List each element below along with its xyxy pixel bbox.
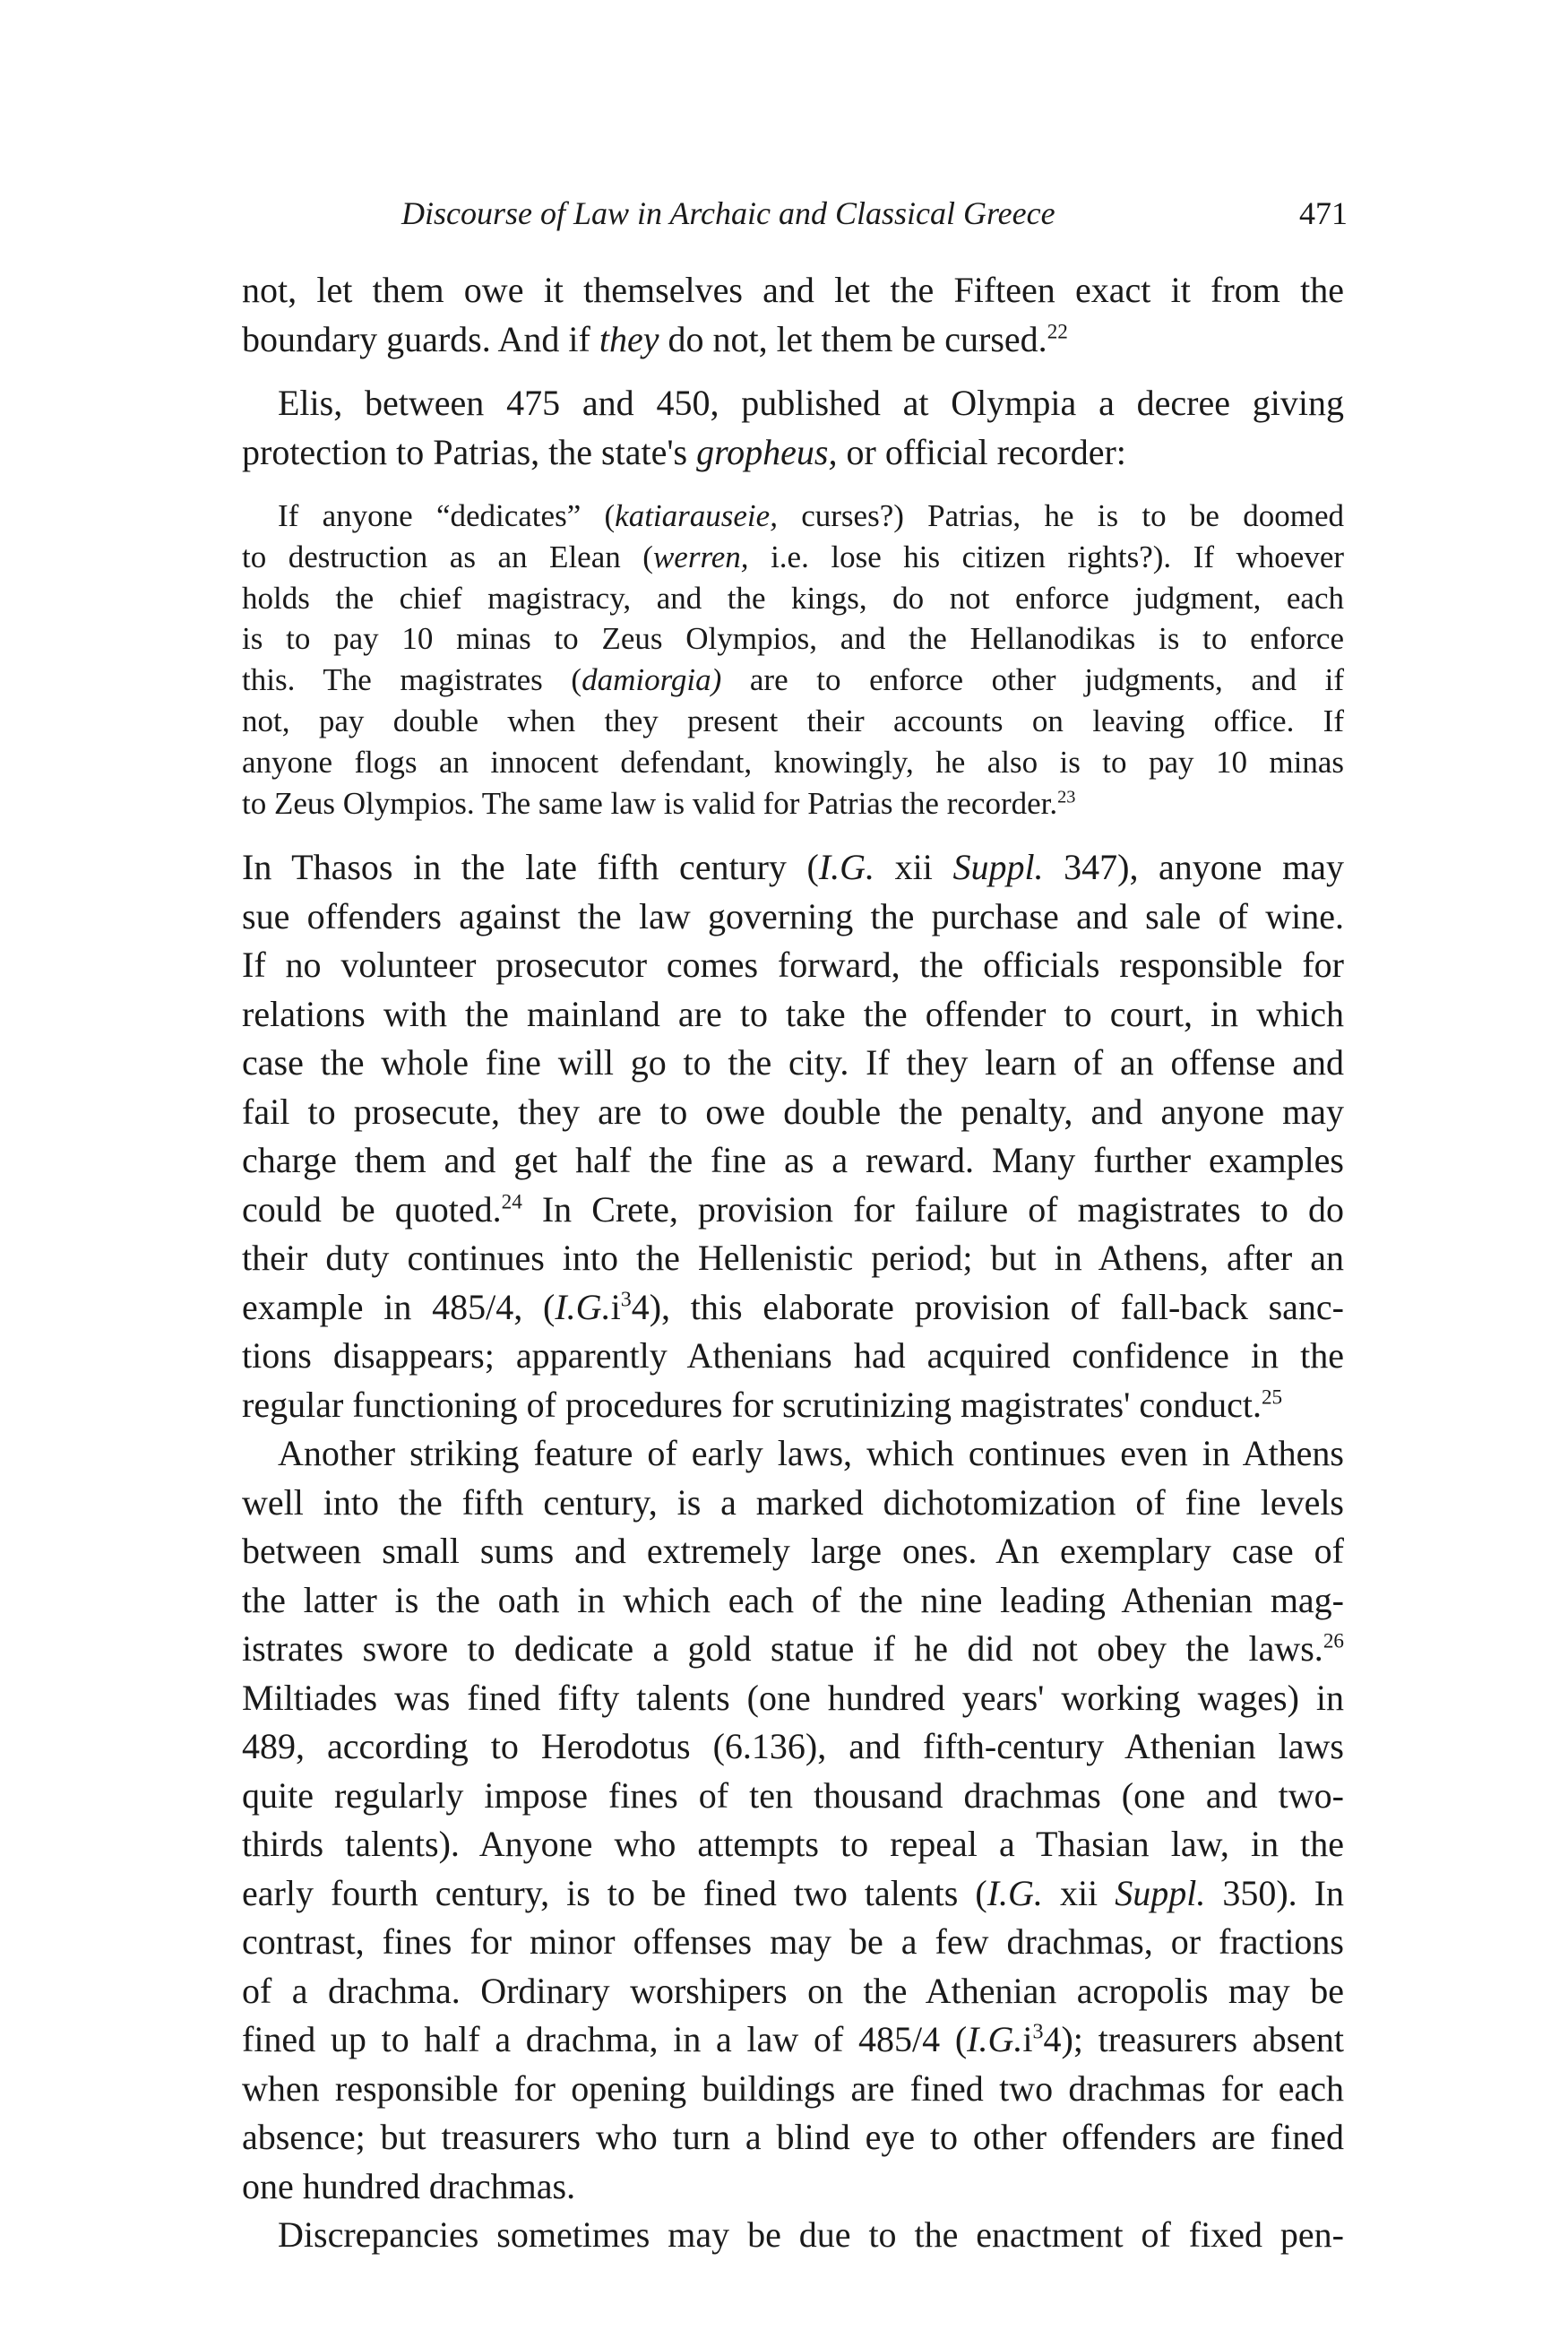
text-line: of a drachma. Ordinary worshipers on the Athenian acropolis may be [242,1970,1344,2011]
text-line: well into the fifth century, is a marked dichotomization of fine levels [242,1481,1344,1523]
footnote-ref-26: 26 [1322,1629,1344,1653]
footnote-ref-22: 22 [1047,320,1068,344]
text-line: charge them and get half the fine as a reward. Many further examples [242,1140,1344,1180]
footnote-ref-23: 23 [1057,786,1076,807]
text-line: this. The magistrates (damiorgia) are to enforce other judgments, and if [242,662,1344,698]
text-line: contrast, fines for minor offenses may be a few drachmas, or fractions [242,1921,1344,1962]
text-line: boundary guards. And if they do not, let them be cursed.$^{22}$ [242,318,1068,359]
running-title: Discourse of Law in Archaic and Classical Greece [401,195,1055,231]
text-line: Discrepancies sometimes may be due to the enactment of fixed pen- [278,2214,1344,2255]
block-quote [242,496,1344,824]
paragraph-continuation [242,266,1344,364]
text-line: 489, according to Herodotus (6.136), and fifth-century Athenian laws [242,1726,1344,1766]
text-line: early fourth century, is to be fined two talents (I.G. xii Suppl. 350). In [242,1872,1345,1913]
text-line: could be quoted.$^{24}$ In Crete, provision for failure of magistrates to do [242,1188,1344,1230]
text-line: thirds talents). Anyone who attempts to repeal a Thasian law, in the [242,1824,1344,1864]
text-line: is to pay 10 minas to Zeus Olympios, and the Hellanodikas is to enforce [242,621,1344,657]
text-line: not, let them owe it themselves and let the Fifteen exact it from the [242,270,1344,310]
text-line: example in 485/4, $(I.G.i^34)$, this elaborate provision of fall-back sanc- [242,1286,1344,1327]
text-line: Miltiades was fined fifty talents (one hundred years' working wages) in [242,1677,1344,1718]
text-line: sue offenders against the law governing the purchase and sale of wine. [242,895,1344,936]
text-line: one hundred drachmas. [242,2165,576,2206]
text-line: to Zeus Olympios. The same law is valid for Patrias the recorder.$^{23}$ [242,785,1076,821]
text-line: fail to prosecute, they are to owe double the penalty, and anyone may [242,1091,1344,1132]
footnote-ref-25: 25 [1261,1385,1283,1410]
text-line: when responsible for opening buildings are fined two drachmas for each [242,2067,1344,2109]
text-line: istrates swore to dedicate a gold statue if he did not obey the laws.$^{26}$ [242,1628,1344,1669]
text-line: quite regularly impose fines of ten thousand drachmas (one and two- [242,1774,1344,1816]
text-line: anyone flogs an innocent defendant, knowingly, he also is to pay 10 minas [242,744,1344,780]
text-line: In Thasos in the late fifth century (I.G. xii Suppl. 347), anyone may [242,847,1344,887]
text-line: their duty continues into the Hellenistic period; but in Athens, after an [242,1238,1344,1278]
text-line: protection to Patrias, the state's gropheus, or official recorder: [242,431,1126,472]
text-line: Another striking feature of early laws, which continues even in Athens [278,1433,1344,1473]
text-line: between small sums and extremely large ones. An exemplary case of [242,1531,1344,1571]
text-line: relations with the mainland are to take the offender to court, in which [242,993,1344,1034]
footnote-ref-24: 24 [501,1190,522,1214]
text-line: case the whole fine will go to the city. If they learn of an offense and [242,1042,1344,1083]
paragraph-fine-levels [242,1429,1344,2211]
text-line: tions disappears; apparently Athenians had acquired confidence in the [242,1335,1344,1376]
text-line: If anyone “dedicates” (katiarauseie, curses?) Patrias, he is to be doomed [278,498,1345,533]
text-line: the latter is the oath in which each of the nine leading Athenian mag- [242,1579,1344,1620]
text-line: not, pay double when they present their accounts on leaving office. If [242,703,1344,738]
text-line: holds the chief magistracy, and the kings, do not enforce judgment, each [242,580,1344,616]
text-line: absence; but treasurers who turn a blind eye to other offenders are fined [242,2117,1344,2157]
text-line: to destruction as an Elean (werren, i.e. lose his citizen rights?). If whoever [242,539,1345,574]
page-number: 471 [1299,195,1348,231]
paragraph-discrepancies [242,2211,1344,2260]
paragraph-thasos [242,843,1344,1429]
text-line: fined up to half a drachma, in a law of 485/4 $(I.G.i^34)$; treasurers absent [242,2019,1344,2059]
text-line: regular functioning of procedures for scrutinizing magistrates' conduct.$^{25}$ [242,1384,1283,1425]
text-line: If no volunteer prosecutor comes forward, the officials responsible for [242,945,1344,985]
paragraph-elis [242,379,1344,477]
text-line: Elis, between 475 and 450, published at Olympia a decree giving [278,383,1344,423]
